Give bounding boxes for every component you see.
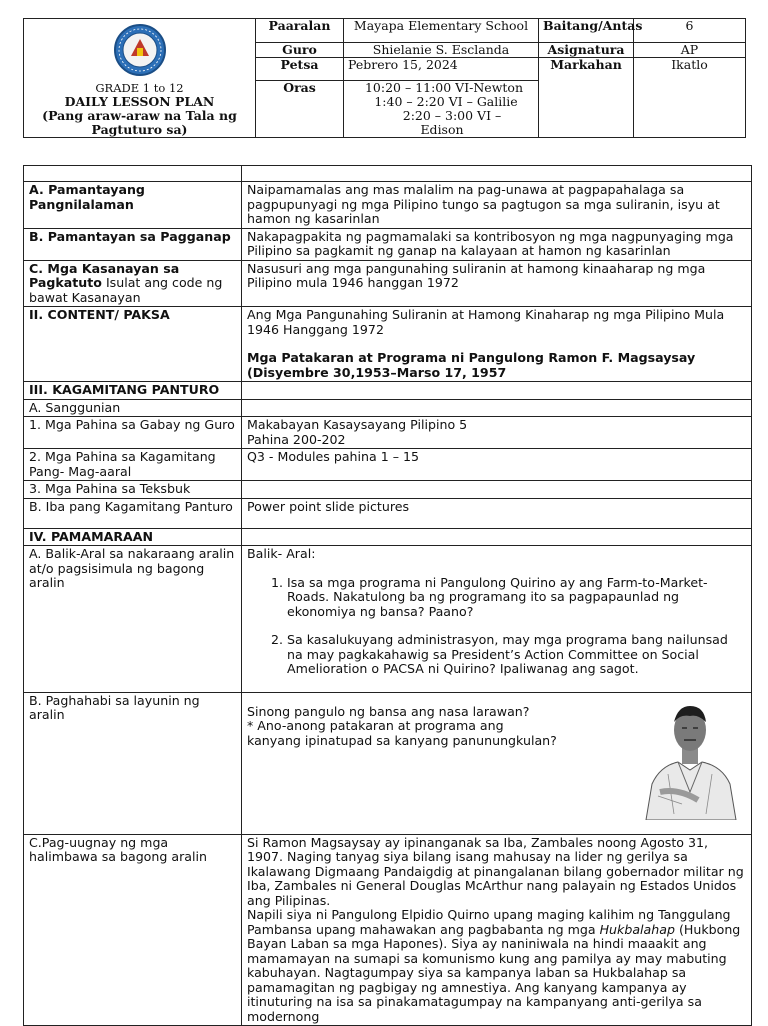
lesson-plan-table [23, 165, 752, 1026]
row-label: A. Balik-Aral sa nakaraang aralin at/o pagsisimula ng bagong aralin [24, 546, 242, 693]
table-row [24, 382, 752, 400]
row-label: B. Iba pang Kagamitang Panturo [24, 498, 242, 528]
row-label-rest: Isulat ang code ng bawat Kasanayan [29, 275, 223, 305]
row-label: B. Paghahabi sa layunin ng aralin [24, 692, 242, 834]
row-label: 3. Mga Pahina sa Teksbuk [24, 481, 242, 499]
row-label: C.Pag-uugnay ng mga halimbawa sa bagong aralin [24, 834, 242, 1026]
petsa-label: Petsa [256, 58, 344, 81]
review-list [247, 576, 746, 677]
paksa-bold: Mga Patakaran at Programa ni Pangulong Ramon F. Magsaysay (Disyembre 30,1953–Marso 17, 1957 [247, 350, 696, 380]
markahan-label: Markahan [539, 58, 634, 138]
paragraph-text: Napili siya ni Pangulong Elpidio Quirno upang maging kalihim ng Tanggulang Pambansa upang mahawakan ang pagbabanta ng mga [247, 907, 731, 937]
paragraph-text: (Hukbong Bayan Laban sa mga Hapones). Siya ay naniniwala na hindi maaakit ang mamamayan na sumapi sa komunismo kung ang pamilya ay may mabuting kabuhayan. Nagtagumpay siya sa kampanya laban sa Hukbalahap sa pamamagitan ng pagbigay ng amnestiya. Ang kanyang kampanya ay itinuturing na isa sa pinakamatagumpay na kampanyang anti-gerilya sa modernong [247, 921, 741, 1024]
table-row [24, 166, 752, 182]
gabay-pages: Pahina 200-202 [247, 431, 346, 447]
asignatura-label: Asignatura [539, 43, 634, 58]
paghahabi-question: * Ano-anong patakaran at programa ang [247, 718, 504, 733]
row-label: IV. PAMAMARAAN [24, 528, 242, 546]
table-row [24, 528, 752, 546]
school-seal-icon [113, 23, 167, 77]
row-label: A. Sanggunian [24, 399, 242, 417]
row-label: B. Pamantayan sa Pagganap [24, 228, 242, 260]
paguugnay-paragraph: Si Ramon Magsaysay ay ipinanganak sa Iba, Zambales noong Agosto 31, 1907. Naging tanyag siya bilang isang mahusay na lider ng gerilya sa Ikalawang Digmaang Pandaigdig at pinangalanan bilang gobernador militar ng Iba, Zambales ni General Douglas McArthur nang palayain ng Estados Unidos ang Pilipinas. [247, 834, 744, 908]
oras-label: Oras [256, 81, 344, 138]
row-value [242, 417, 752, 449]
paaralan-label: Paaralan [256, 19, 344, 43]
oras-line: 10:20 – 11:00 VI-Newton [364, 80, 524, 95]
row-label-bold: C. Mga Kasanayan sa Pagkatuto [29, 260, 180, 290]
table-row [24, 182, 752, 229]
paaralan-value: Mayapa Elementary School [344, 19, 539, 43]
table-row [24, 692, 752, 834]
paragraph-italic: Hukbalahap [599, 921, 675, 937]
paghahabi-question: kanyang ipinatupad sa kanyang panunungkulan? [247, 732, 557, 748]
table-row [24, 834, 752, 1026]
table-row [24, 449, 752, 481]
row-value [242, 307, 752, 382]
row-label: 1. Mga Pahina sa Gabay ng Guro [24, 417, 242, 449]
grade-range: GRADE 1 to 12 [95, 81, 184, 95]
header-logo-cell [24, 19, 256, 138]
magsaysay-portrait [638, 696, 742, 820]
row-label: A. Pamantayang Pangnilalaman [24, 182, 242, 229]
guro-value: Shielanie S. Esclanda [344, 43, 539, 58]
list-item: 2. Sa kasalukuyang administrasyon, may mga programa bang nailunsad na may pagkakahawig sa President’s Action Committee on Social Amelioration o PACSA ni Quirino? Ipaliwanag ang sagot. [287, 633, 746, 677]
markahan-value: Ikatlo [634, 58, 746, 138]
document-subtitle: (Pang araw-araw na Tala ng Pagtuturo sa) [42, 108, 237, 137]
paguugnay-paragraph [247, 908, 746, 1024]
baitang-value: 6 [634, 19, 746, 43]
row-value: Q3 - Modules pahina 1 – 15 [242, 449, 752, 481]
table-row [24, 417, 752, 449]
guro-label: Guro [256, 43, 344, 58]
asignatura-value: AP [634, 43, 746, 58]
balik-heading: Balik- Aral: [247, 546, 316, 561]
gabay-book: Makabayan Kasaysayang Pilipino 5 [247, 417, 468, 432]
row-value: Nasusuri ang mga pangunahing suliranin at hamong kinaaharap ng mga Pilipino mula 1946 hanggan 1972 [242, 260, 752, 307]
table-row [24, 498, 752, 528]
oras-line: 1:40 – 2:20 VI – Galilie [374, 94, 518, 109]
list-item: 1. Isa sa mga programa ni Pangulong Quirino ay ang Farm-to-Market-Roads. Nakatulong ba ng programang ito sa pagpapaunlad ng ekonomiya ng bansa? Paano? [287, 576, 746, 620]
table-row [24, 546, 752, 693]
oras-line: 2:20 – 3:00 VI – [402, 108, 502, 123]
table-row [24, 260, 752, 307]
table-row [24, 399, 752, 417]
document-title: DAILY LESSON PLAN [64, 94, 215, 109]
petsa-value: Pebrero 15, 2024 [344, 58, 539, 81]
row-value [242, 834, 752, 1026]
header-table [23, 18, 746, 138]
row-label [24, 260, 242, 307]
row-value: Power point slide pictures [242, 498, 752, 528]
paghahabi-question: Sinong pangulo ng bansa ang nasa larawan? [247, 703, 530, 719]
baitang-label: Baitang/Antas [539, 19, 634, 43]
row-value: Nakapagpakita ng pagmamalaki sa kontribosyon ng mga nagpunyaging mga Pilipino sa pagkamit ng ganap na kalayaan at hamon ng kasarinlan [242, 228, 752, 260]
row-label: 2. Mga Pahina sa Kagamitang Pang- Mag-aaral [24, 449, 242, 481]
table-row [24, 481, 752, 499]
row-label: III. KAGAMITANG PANTURO [24, 382, 242, 400]
row-value [242, 692, 752, 834]
table-row [24, 228, 752, 260]
row-label: II. CONTENT/ PAKSA [24, 307, 242, 382]
paksa-text: Ang Mga Pangunahing Suliranin at Hamong Kinaharap ng mga Pilipino Mula 1946 Hanggang 1972 [247, 307, 725, 337]
oras-line: Edison [420, 122, 464, 137]
table-row [24, 307, 752, 382]
row-value: Naipamamalas ang mas malalim na pag-unawa at pagpapahalaga sa pagpupunyagi ng mga Pilipino tungo sa pagtugon sa mga suliranin, isyu at hamon ng kasarinlan [242, 182, 752, 229]
row-value [242, 546, 752, 693]
oras-value [344, 81, 539, 138]
